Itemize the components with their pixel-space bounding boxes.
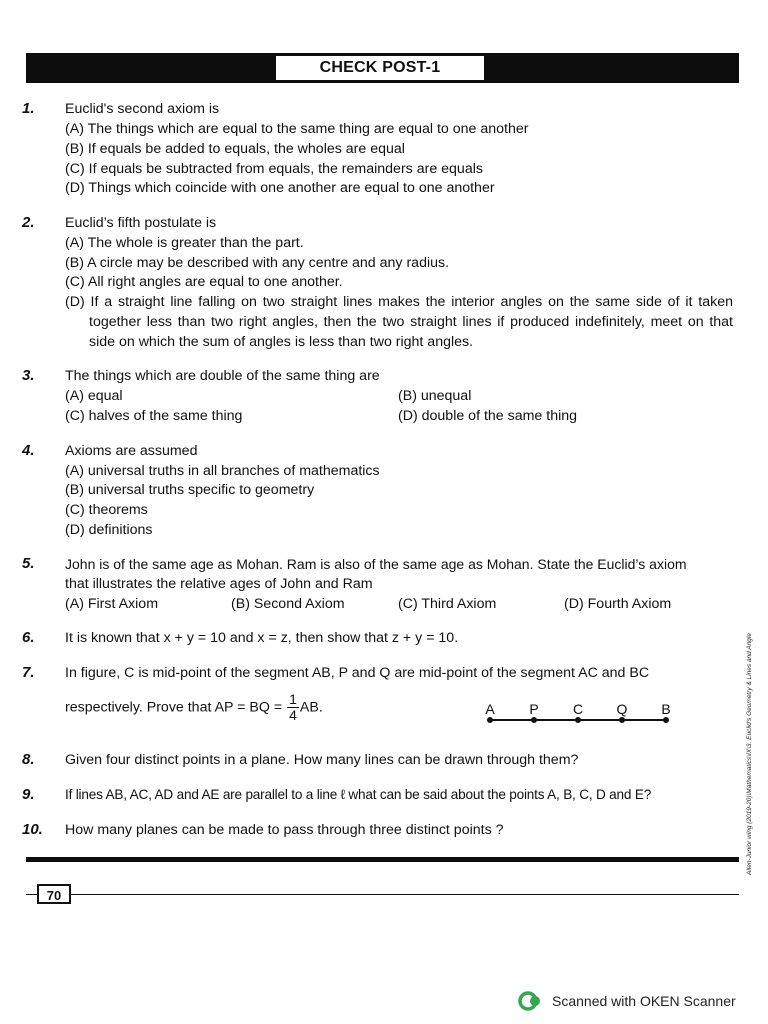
scanner-watermark — [518, 991, 736, 1011]
option-b: (B) A circle may be described with any centre and any radius. — [65, 255, 450, 271]
option-c: (C) If equals be subtracted from equals, the remainders are equals — [65, 161, 483, 177]
question-number: 8. — [22, 751, 35, 768]
figure-label-q: Q — [616, 701, 628, 717]
option-d: (D) definitions — [65, 522, 153, 538]
question-stem: Axioms are assumed — [65, 443, 198, 459]
option-b: (B) If equals be added to equals, the wholes are equal — [65, 141, 405, 157]
question-number: 6. — [22, 629, 35, 646]
question-stem: The things which are double of the same thing are — [65, 368, 380, 384]
question-stem-cont: that illustrates the relative ages of John and Ram — [65, 576, 373, 592]
question-stem: It is known that x + y = 10 and x = z, then show that z + y = 10. — [65, 630, 459, 646]
figure-label-p: P — [529, 701, 539, 717]
question-number: 3. — [22, 367, 35, 384]
fraction-numerator: 1 — [289, 691, 297, 707]
page-number: 70 — [37, 884, 71, 904]
option-d: (D) Fourth Axiom — [564, 596, 672, 612]
question-number: 5. — [22, 555, 35, 572]
option-c: (C) Third Axiom — [398, 596, 497, 612]
option-a: (A) The things which are equal to the same thing are equal to one another — [65, 121, 529, 137]
option-d: (D) double of the same thing — [398, 408, 578, 424]
figure-label-a: A — [485, 701, 495, 717]
prove-text-end: AB. — [299, 699, 323, 716]
option-c: (C) halves of the same thing — [65, 408, 243, 424]
option-d-text: (D) If a straight line falling on two straight lines makes the interior angles on the same side of it taken together less than two right angles, then the two straight lines if produced indefinitely, meet on that side on which the sum of angles is less than two right angles. — [65, 294, 733, 350]
question-stem: In figure, C is mid-point of the segment AB, P and Q are mid-point of the segment AC and BC — [65, 665, 650, 681]
option-d — [65, 292, 733, 352]
option-d: (D) Things which coincide with one another are equal to one another — [65, 180, 495, 196]
option-a: (A) The whole is greater than the part. — [65, 235, 304, 251]
question-number: 9. — [22, 786, 35, 803]
question-number: 2. — [22, 214, 35, 231]
segment-figure — [480, 700, 680, 728]
figure-point-q — [619, 717, 625, 723]
option-b: (B) Second Axiom — [231, 596, 345, 612]
prove-text: respectively. Prove that AP = BQ = — [65, 699, 283, 716]
figure-point-b — [663, 717, 669, 723]
option-b: (B) universal truths specific to geometry — [65, 482, 315, 498]
question-number: 10. — [22, 821, 43, 838]
page-number-line — [26, 894, 739, 895]
side-reference: Allen-Junior wing (2019-20)\Mathematics\IX\3. Euclid's Geometry & Lines and Angle — [746, 633, 753, 875]
option-c: (C) All right angles are equal to one another. — [65, 274, 343, 290]
figure-point-c — [575, 717, 581, 723]
figure-point-p — [531, 717, 537, 723]
option-a: (A) equal — [65, 388, 123, 404]
question-number: 1. — [22, 100, 35, 117]
question-stem-cont — [65, 692, 323, 723]
figure-label-b: B — [661, 701, 671, 717]
bottom-divider — [26, 857, 739, 862]
figure-point-a — [487, 717, 493, 723]
oken-scanner-icon — [518, 991, 544, 1011]
option-a: (A) universal truths in all branches of mathematics — [65, 463, 380, 479]
page-title: CHECK POST-1 — [276, 56, 484, 80]
fraction — [287, 692, 299, 723]
question-stem: Given four distinct points in a plane. How many lines can be drawn through them? — [65, 752, 579, 768]
scanner-text: Scanned with OKEN Scanner — [552, 993, 736, 1009]
question-stem: Euclid’s fifth postulate is — [65, 215, 217, 231]
question-stem: John is of the same age as Mohan. Ram is also of the same age as Mohan. State the Euclid’s axiom — [65, 556, 687, 572]
question-stem: How many planes can be made to pass through three distinct points ? — [65, 822, 504, 838]
option-a: (A) First Axiom — [65, 596, 159, 612]
question-number: 4. — [22, 442, 35, 459]
question-stem: If lines AB, AC, AD and AE are parallel to a line ℓ what can be said about the points A, B, C, D and E? — [65, 787, 652, 802]
option-b: (B) unequal — [398, 388, 472, 404]
fraction-denominator: 4 — [289, 707, 297, 723]
option-c: (C) theorems — [65, 502, 148, 518]
question-number: 7. — [22, 664, 35, 681]
question-stem: Euclid's second axiom is — [65, 101, 220, 117]
figure-label-c: C — [572, 701, 584, 717]
